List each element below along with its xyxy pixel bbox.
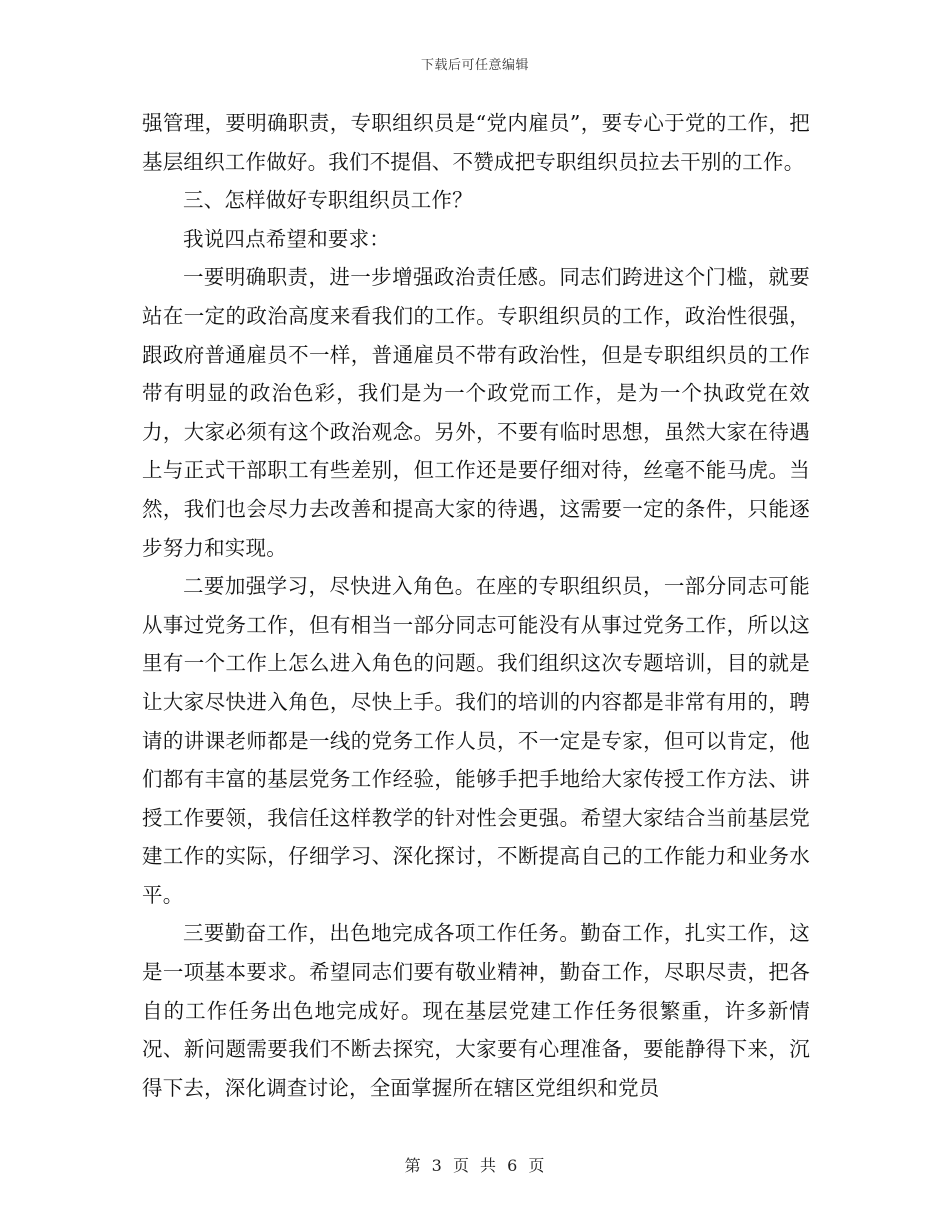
paragraph-intro: 我说四点希望和要求： [183,226,390,251]
paragraph-point-one: 一要明确职责，进一步增强政治责任感。同志们跨进这个门槛，就要站在一定的政治高度来看我们的工作。专职组织员的工作，政治性很强，跟政府普通雇员不一样，普通雇员不带有政治性，但是专职组织员的工作带有明显的政治色彩，我们是为一个政党而工作，是为一个执政党在效力，大家必须有这个政治观念。另外，不要有临时思想，虽然大家在待遇上与正式干部职工有些差别，但工作还是要仔细对待，丝毫不能马虎。当然，我们也会尽力去改善和提高大家的待遇，这需要一定的条件，只能逐步努力和实现。 [142,265,810,560]
page-footer: 第 3 页 共 6 页 [404,1156,546,1175]
paragraph-continuation: 强管理，要明确职责，专职组织员是“党内雇员”，要专心于党的工作，把基层组织工作做好。我们不提倡、不赞成把专职组织员拉去干别的工作。 [142,111,810,174]
page-header: 下载后可任意编辑 [420,58,529,73]
section-heading: 三、怎样做好专职组织员工作？ [183,188,473,213]
document-body [142,104,810,1107]
paragraph-point-two: 二要加强学习，尽快进入角色。在座的专职组织员，一部分同志可能从事过党务工作，但有相当一部分同志可能没有从事过党务工作，所以这里有一个工作上怎么进入角色的问题。我们组织这次专题培训，目的就是让大家尽快进入角色，尽快上手。我们的培训的内容都是非常有用的，聘请的讲课老师都是一线的党务工作人员，不一定是专家，但可以肯定，他们都有丰富的基层党务工作经验，能够手把手地给大家传授工作方法、讲授工作要领，我信任这样教学的针对性会更强。希望大家结合当前基层党建工作的实际，仔细学习、深化探讨，不断提高自己的工作能力和业务水平。 [142,574,810,907]
paragraph-point-three: 三要勤奋工作，出色地完成各项工作任务。勤奋工作，扎实工作，这是一项基本要求。希望同志们要有敬业精神，勤奋工作，尽职尽责，把各自的工作任务出色地完成好。现在基层党建工作任务很繁重，许多新情况、新问题需要我们不断去探究，大家要有心理准备，要能静得下来，沉得下去，深化调查讨论，全面掌握所在辖区党组织和党员 [142,921,810,1100]
